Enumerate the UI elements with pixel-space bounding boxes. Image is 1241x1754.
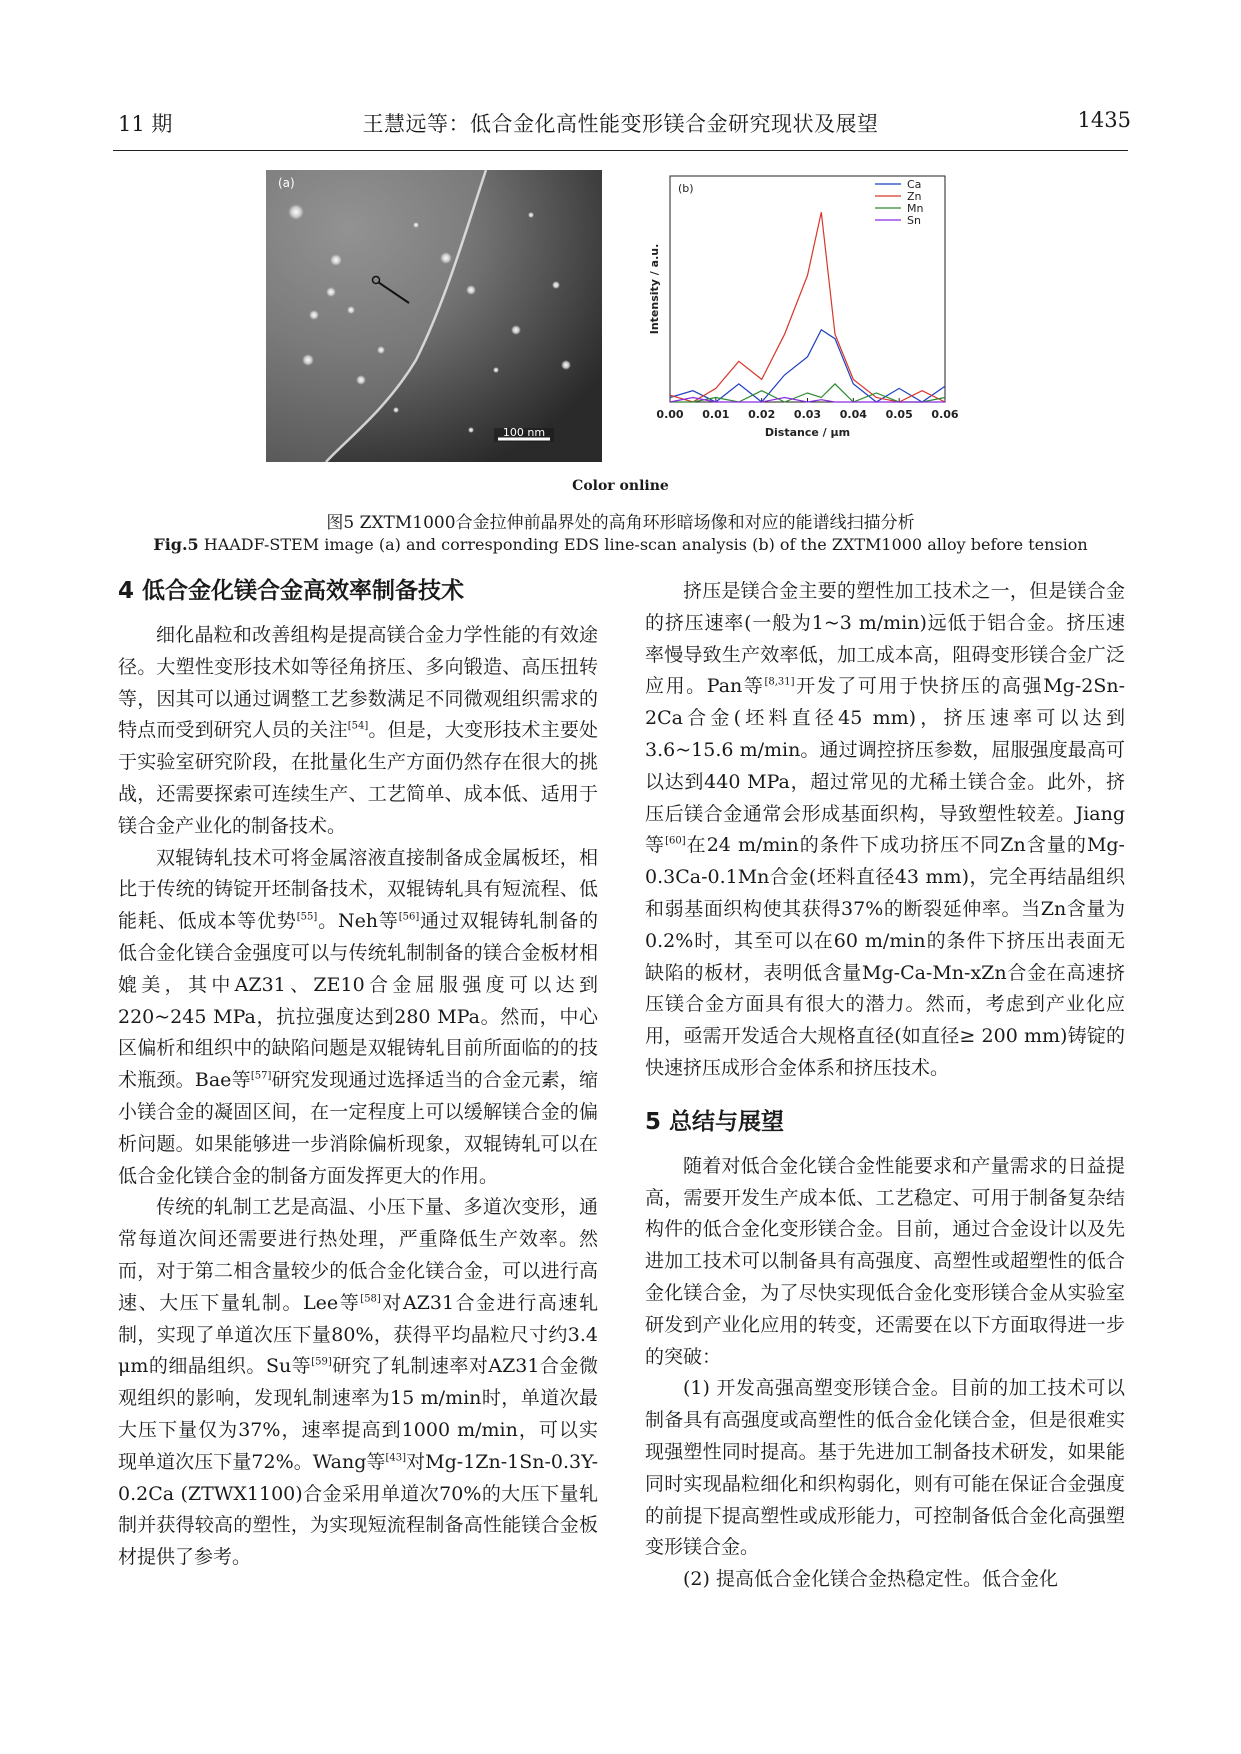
right-column bbox=[645, 576, 1125, 1596]
legend-label-ca: Ca bbox=[907, 178, 922, 191]
citation: [59] bbox=[311, 1357, 332, 1368]
citation: [57] bbox=[250, 1070, 272, 1082]
caption-fig-label: Fig.5 bbox=[153, 535, 199, 554]
x-tick-label: 0.00 bbox=[656, 408, 684, 421]
left-paragraph-1: 细化晶粒和改善组构是提高镁合金力学性能的有效途径。大塑性变形技术如等径角挤压、多向锻造、高压扭转等，因其可以通过调整工艺参数满足不同微观组织需求的特点而受到研究人员的关注[54]。但是，大变形技术主要处于实验室研究阶段，在批量化生产方面仍然存在很大的挑战，还需要探索可连续生产、工艺简单、成本低、适用于镁合金产业化的制备技术。 bbox=[118, 624, 598, 837]
journal-issue: 11 期 bbox=[118, 112, 173, 136]
panel-b-label: (b) bbox=[678, 182, 694, 195]
citation: [56] bbox=[398, 911, 420, 923]
caption-en-text: HAADF-STEM image (a) and corresponding EDS line-scan analysis (b) of the ZXTM1000 alloy before tension bbox=[198, 535, 1088, 554]
left-paragraph-3: 传统的轧制工艺是高温、小压下量、多道次变形，通常每道次间还需要进行热处理，严重降低生产效率。然而，对于第二相含量较少的低合金化镁合金，可以进行高速、大压下量轧制。Lee等[58]对AZ31合金进行高速轧制，实现了单道次压下量80%，获得平均晶粒尺寸约3.4 μm的细晶组织。Su等[59]研究了轧制速率对AZ31合金微观组织的影响，发现轧制速率为15 m/min时，单道次最大压下量仅为37%，速率提高到1000 m/min，可以实现单道次压下量72%。Wang等[43]对Mg-1Zn-1Sn-0.3Y-0.2Ca (ZTWX1100)合金采用单道次70%的大压下量轧制并获得较高的塑性，为实现短流程制备高性能镁合金板材提供了参考。 bbox=[118, 1196, 598, 1569]
figure-caption-cn: 图5 ZXTM1000合金拉伸前晶界处的高角环形暗场像和对应的能谱线扫描分析 bbox=[326, 513, 915, 533]
right-paragraph-3: (1) 开发高强高塑变形镁合金。目前的加工技术可以制备具有高强度或高塑性的低合金化镁合金，但是很难实现强塑性同时提高。基于先进加工制备技术研发，如果能同时实现晶粒细化和织构弱化，则有可能在保证合金强度的前提下提高塑性或成形能力，可控制备低合金化高强塑变形镁合金。 bbox=[645, 1377, 1125, 1559]
right-paragraph-2: 随着对低合金化镁合金性能要求和产量需求的日益提高，需要开发生产成本低、工艺稳定、可用于制备复杂结构件的低合金化变形镁合金。目前，通过合金设计以及先进加工技术可以制备具有高强度、高塑性或超塑性的低合金化镁合金，为了尽快实现低合金化变形镁合金从实验室研发到产业化应用的转变，还需要在以下方面取得进一步的突破： bbox=[645, 1154, 1125, 1368]
section-4-heading: 4 低合金化镁合金高效率制备技术 bbox=[118, 578, 465, 604]
page-number: 1435 bbox=[1077, 108, 1131, 132]
left-column bbox=[118, 576, 598, 1574]
x-tick-label: 0.02 bbox=[748, 408, 776, 421]
citation: [60] bbox=[665, 836, 686, 848]
citation: [55] bbox=[296, 911, 318, 923]
panel-a-label: (a) bbox=[278, 176, 295, 190]
plot-frame bbox=[670, 176, 945, 402]
legend-label-sn: Sn bbox=[907, 214, 921, 227]
citation: [58] bbox=[360, 1293, 381, 1305]
citation: [8,31] bbox=[764, 677, 795, 689]
header-rule bbox=[113, 150, 1128, 151]
section-5-heading: 5 总结与展望 bbox=[645, 1108, 785, 1135]
haadf-stem-image bbox=[266, 170, 602, 462]
color-online-note: Color online bbox=[572, 478, 669, 494]
figure-caption-en bbox=[0, 535, 1241, 554]
x-tick-label: 0.01 bbox=[702, 408, 730, 421]
y-axis-label: Intensity / a.u. bbox=[648, 243, 661, 335]
citation: [54] bbox=[347, 721, 369, 733]
x-axis-label: Distance / μm bbox=[764, 426, 851, 439]
right-paragraph-4: (2) 提高低合金化镁合金热稳定性。低合金化 bbox=[683, 1568, 1058, 1591]
x-tick-label: 0.05 bbox=[885, 408, 913, 421]
right-paragraph-1: 挤压是镁合金主要的塑性加工技术之一，但是镁合金的挤压速率(一般为1~3 m/min)远低于铝合金。挤压速率慢导致生产效率低，加工成本高，阻碍变形镁合金广泛应用。Pan等[8,31]开发了可用于快挤压的高强Mg-2Sn-2Ca合金(坯料直径45 mm)，挤压速率可以达到3.6~15.6 m/min。通过调控挤压参数，屈服强度最高可以达到440 MPa，超过常见的尤稀土镁合金。此外，挤压后镁合金通常会形成基面织构，导致塑性较差。Jiang等[60]在24 m/min的条件下成功挤压不同Zn含量的Mg-0.3Ca-0.1Mn合金(坯料直径43 mm)，完全再结晶组织和弱基面织构使其获得37%的断裂延伸率。当Zn含量为0.2%时，其至可以在60 m/min的条件下挤压出表面无缺陷的板材，表明低含量Mg-Ca-Mn-xZn合金在高速挤压镁合金方面具有很大的潜力。然而，考虑到产业化应用，亟需开发适合大规格直径(如直径≥ 200 mm)铸锭的快速挤压成形合金体系和挤压技术。 bbox=[645, 580, 1125, 1079]
legend-label-zn: Zn bbox=[907, 190, 922, 203]
running-title: 王慧远等：低合金化高性能变形镁合金研究现状及展望 bbox=[362, 112, 879, 136]
eds-line-scan-chart bbox=[620, 170, 1000, 470]
legend-label-mn: Mn bbox=[907, 202, 924, 215]
scale-bar-label: 100 nm bbox=[502, 426, 546, 439]
x-tick-label: 0.03 bbox=[793, 408, 822, 421]
x-tick-label: 0.06 bbox=[931, 408, 959, 421]
x-tick-label: 0.04 bbox=[839, 408, 867, 421]
citation: [43] bbox=[385, 1452, 407, 1464]
left-paragraph-2: 双辊铸轧技术可将金属溶液直接制备成金属板坯，相比于传统的铸锭开坯制备技术，双辊铸轧具有短流程、低能耗、低成本等优势[55]。Neh等[56]通过双辊铸轧制备的低合金化镁合金强度可以与传统轧制制备的镁合金板材相媲美，其中AZ31、ZE10合金屈服强度可以达到220~245 MPa，抗拉强度达到280 MPa。然而，中心区偏析和组织中的缺陷问题是双辊铸轧目前所面临的的技术瓶颈。Bae等[57]研究发现通过选择适当的合金元素，缩小镁合金的凝固区间，在一定程度上可以缓解镁合金的偏析问题。如果能够进一步消除偏析现象，双辊铸轧可以在低合金化镁合金的制备方面发挥更大的作用。 bbox=[118, 846, 598, 1187]
